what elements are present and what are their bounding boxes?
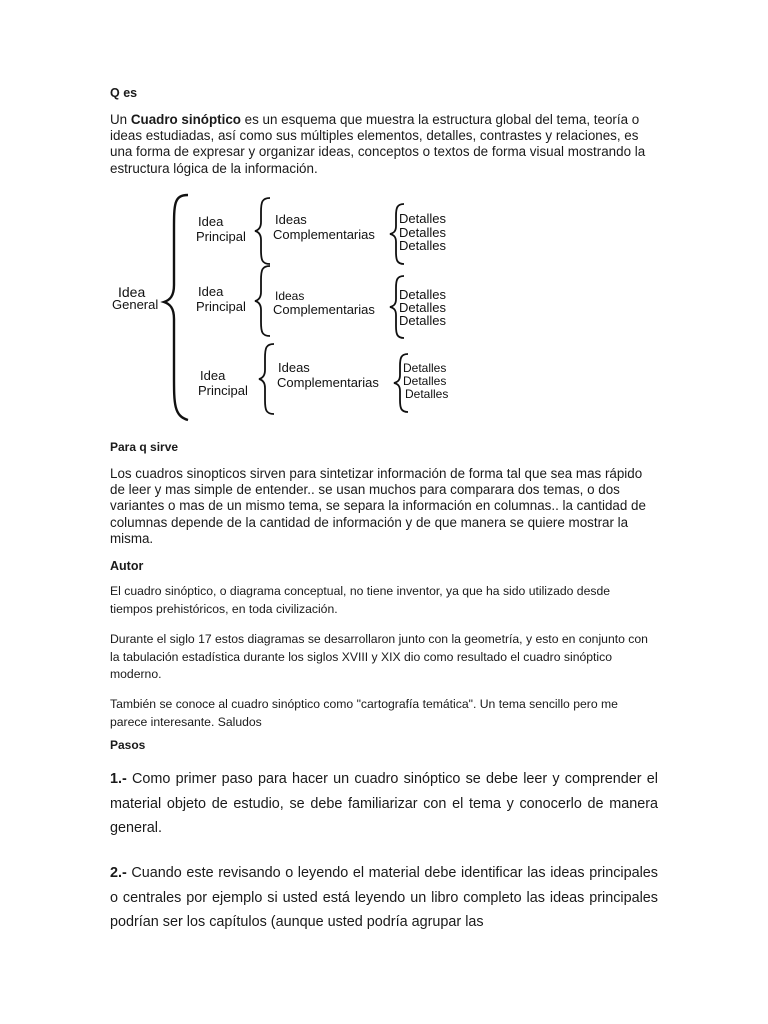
row-principal: Principal [198,383,248,398]
mid-brace [259,344,274,414]
detail-1: Detalles [403,361,447,375]
paragraph-para-q-sirve: Los cuadros sinopticos sirven para sintetizar información de forma tal que sea mas rápido de leer y mas simple de entender.. se usan muchos para comparara dos temas, o dos variantes o mas de un mismo tema, se separa la información en columnas.. la cantidad de columnas depende de la cantidad de información y de que manera se quiere mostrar la misma. [110,466,646,546]
step-1-number: 1.- [110,771,127,787]
synoptic-diagram [110,190,470,425]
row-3 [198,344,448,414]
row-complementarias: Complementarias [277,375,379,390]
detail-2: Detalles [403,374,447,388]
row-principal: Principal [196,229,246,244]
paragraph-step-2 [110,861,658,935]
row-ideas: Ideas [278,360,310,375]
row-ideas: Ideas [275,212,307,227]
heading-autor: Autor [110,559,144,573]
detail-1: Detalles [399,287,446,302]
mid-brace [255,198,270,264]
step-2-text: Cuando este revisando o leyendo el material debe identificar las ideas principales o centrales por ejemplo si usted está leyendo un libro completo las ideas principales podrían ser los capítulos (aunque usted podría agrupar las [110,865,658,930]
heading-pasos: Pasos [110,738,146,752]
row-idea: Idea [200,368,226,383]
paragraph-step-1 [110,767,658,841]
row-idea: Idea [198,284,224,299]
mid-brace [255,266,270,336]
paragraph-autor-1: El cuadro sinóptico, o diagrama conceptual, no tiene inventor, ya que ha sido utilizado desde tiempos prehistóricos, en toda civilización. [110,584,611,616]
row-ideas: Ideas [275,289,305,303]
row-complementarias: Complementarias [273,302,375,317]
heading-para-q-sirve: Para q sirve [110,440,179,454]
diagram-svg [110,190,470,425]
detail-3: Detalles [399,238,446,253]
intro-rest: es un esquema que muestra la estructura global del tema, teoría o ideas estudiadas, así como sus múltiples elementos, detalles, contrastes y relaciones, es una forma de expresar y organizar ideas, conceptos o textos de forma visual mostrando la estructura lógica de la información. [110,112,646,176]
paragraph-intro [110,112,650,177]
intro-bold-term: Cuadro sinóptico [130,112,241,127]
row-2 [196,266,446,338]
idea-general-label-2: General [112,297,159,312]
heading-q-es: Q es [110,86,138,100]
detail-2: Detalles [399,300,446,315]
intro-prefix: Un [110,112,131,127]
row-complementarias: Complementarias [273,227,375,242]
paragraph-autor-2: Durante el siglo 17 estos diagramas se desarrollaron junto con la geometría, y esto en conjunto con la tabulación estadística durante los siglos XVIII y XIX dio como resultado el cuadro sinóptico moderno. [110,632,648,681]
step-2-number: 2.- [110,865,127,881]
detail-1: Detalles [399,211,446,226]
row-principal: Principal [196,299,246,314]
idea-general-label: Idea [118,284,146,300]
detail-2: Detalles [399,225,446,240]
row-1 [196,198,446,264]
step-1-text: Como primer paso para hacer un cuadro sinóptico se debe leer y comprender el material objeto de estudio, se debe familiarizar con el tema y conocerlo de manera general. [110,771,658,836]
row-idea: Idea [198,214,224,229]
big-brace [164,195,188,420]
detail-3: Detalles [405,387,449,401]
paragraph-autor-3: También se conoce al cuadro sinóptico como "cartografía temática". Un tema sencillo pero me parece interesante. Saludos [110,697,618,729]
detail-3: Detalles [399,313,446,328]
